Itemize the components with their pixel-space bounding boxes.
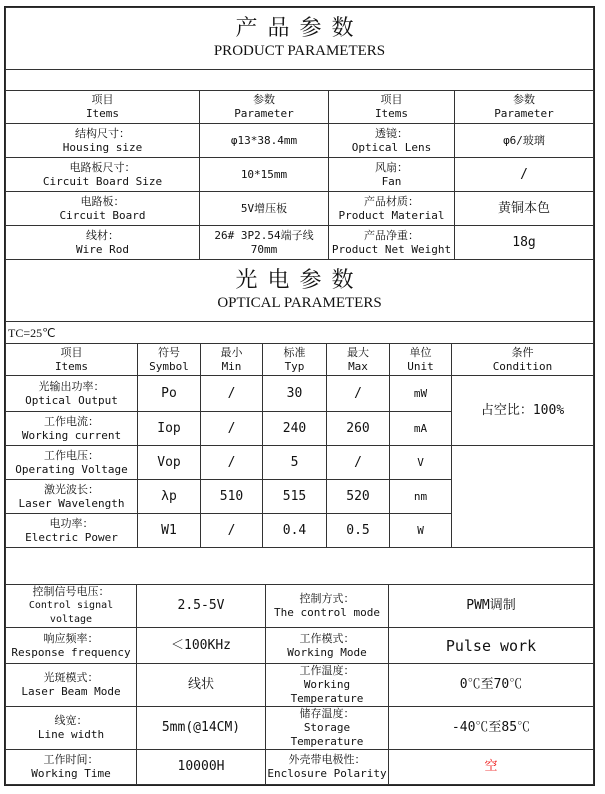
line-width-label-cn: 线宽： <box>54 714 88 727</box>
table-row <box>6 585 594 628</box>
table-row <box>6 158 594 192</box>
unit-cell: mA <box>390 412 452 446</box>
control-mode-value: PWM调制 <box>389 585 594 628</box>
material-label-en: Product Material <box>338 208 445 222</box>
items-label-en: Items <box>54 359 89 373</box>
circuit-board-value: 5V增压板 <box>200 192 329 226</box>
symbol-cell: W1 <box>138 514 201 548</box>
symbol-label-en: Symbol <box>149 359 189 373</box>
condition-empty <box>452 446 594 548</box>
line-width-label-en: Line width <box>37 728 105 741</box>
working-current-label-en: Working current <box>21 428 122 442</box>
optical-output-label-cn: 光输出功率： <box>38 379 105 393</box>
optical-lens-value: φ6/玻璃 <box>455 124 594 158</box>
unit-label-cn: 单位 <box>409 345 432 359</box>
response-frequency-label-cn: 响应频率： <box>43 631 99 645</box>
table-row <box>6 707 594 750</box>
spec-sheet <box>4 6 595 786</box>
table-row <box>6 664 594 707</box>
control-voltage-label-en: Control signal voltage <box>28 600 114 625</box>
product-parameters-table <box>5 7 594 260</box>
response-frequency-label-en: Response frequency <box>11 645 131 659</box>
blank-row <box>6 548 594 585</box>
line-width-value: 5mm(@14CM) <box>137 707 266 750</box>
optical-header-row <box>6 344 594 376</box>
product-title-en: PRODUCT PARAMETERS <box>213 43 386 59</box>
condition-label-cn: 条件 <box>511 345 534 359</box>
min-cell: / <box>201 446 263 480</box>
parameter-label-cn-2: 参数 <box>513 93 535 106</box>
items-label-cn: 项目 <box>60 345 83 359</box>
symbol-cell: Iop <box>138 412 201 446</box>
wire-length-value: 70mm <box>250 242 278 256</box>
table-row <box>6 124 594 158</box>
items-label-cn: 项目 <box>91 93 114 106</box>
net-weight-label-cn: 产品净重： <box>364 228 419 242</box>
enclosure-polarity-value: 空 <box>389 750 594 785</box>
operating-voltage-label-en: Operating Voltage <box>15 462 128 476</box>
housing-size-label-en: Housing size <box>62 140 143 154</box>
max-cell: / <box>327 446 390 480</box>
board-size-value: 10*15mm <box>200 158 329 192</box>
typ-cell: 0.4 <box>263 514 327 548</box>
wavelength-label-cn: 激光波长： <box>44 482 99 496</box>
electric-power-label-en: Electric Power <box>25 530 118 544</box>
optical-parameters-table <box>5 259 594 585</box>
response-frequency-value: ＜100KHz <box>137 628 266 664</box>
control-voltage-label-cn: 控制信号电压： <box>32 585 110 598</box>
product-header-row <box>6 91 594 124</box>
fan-label-cn: 风扇： <box>375 160 408 174</box>
items-label-en: Items <box>85 107 120 120</box>
electric-power-label-cn: 电功率： <box>49 516 94 530</box>
control-voltage-value: 2.5-5V <box>137 585 266 628</box>
beam-mode-value: 线状 <box>137 664 266 707</box>
min-cell: / <box>201 376 263 412</box>
min-cell: 510 <box>201 480 263 514</box>
parameter-label-en-2: Parameter <box>494 107 554 120</box>
items-label-cn-2: 项目 <box>380 93 403 106</box>
min-label-en: Min <box>221 359 242 373</box>
wire-label-en: Wire Rod <box>76 242 129 256</box>
control-mode-label-en: The control mode <box>274 606 380 619</box>
working-temperature-label-cn: 工作温度： <box>299 664 355 677</box>
max-label-en: Max <box>348 359 368 373</box>
table-row <box>6 750 594 785</box>
net-weight-value: 18g <box>455 226 594 260</box>
typ-label-en: Typ <box>284 359 305 373</box>
table-row <box>6 446 594 480</box>
unit-cell: nm <box>390 480 452 514</box>
min-cell: / <box>201 514 263 548</box>
symbol-cell: λp <box>138 480 201 514</box>
optical-lens-label-en: Optical Lens <box>351 140 432 154</box>
working-mode-label-en: Working Mode <box>287 645 367 659</box>
wire-value: 26# 3P2.54端子线 <box>214 228 314 242</box>
max-cell: 0.5 <box>327 514 390 548</box>
max-cell: 520 <box>327 480 390 514</box>
optical-title-cell <box>6 260 594 322</box>
table-row <box>6 628 594 664</box>
optical-lens-label-cn: 透镜： <box>375 126 408 140</box>
beam-mode-label-cn: 光斑模式： <box>43 671 99 684</box>
typ-label-cn: 标准 <box>283 345 306 359</box>
typ-cell: 30 <box>263 376 327 412</box>
optical-output-label-en: Optical Output <box>25 393 118 407</box>
storage-temperature-label-cn: 储存温度： <box>299 707 355 720</box>
material-value: 黄铜本色 <box>455 192 594 226</box>
storage-temperature-value: -40℃至85℃ <box>389 707 594 750</box>
min-label-cn: 最小 <box>220 345 243 359</box>
storage-temperature-label-en: Storage Temperature <box>290 721 364 748</box>
unit-cell: W <box>390 514 452 548</box>
items-label-en-2: Items <box>374 107 409 120</box>
working-time-label-en: Working Time <box>31 767 111 780</box>
fan-label-en: Fan <box>381 174 402 188</box>
table-row <box>6 376 594 412</box>
table-row <box>6 226 594 260</box>
net-weight-label-en: Product Net Weight <box>331 242 452 256</box>
beam-mode-label-en: Laser Beam Mode <box>21 685 121 698</box>
working-current-label-cn: 工作电流： <box>44 414 99 428</box>
unit-cell: V <box>390 446 452 480</box>
control-mode-label-cn: 控制方式： <box>299 592 355 605</box>
condition-value: 占空比：100% <box>452 376 594 446</box>
enclosure-polarity-label-cn: 外壳带电极性： <box>288 753 366 766</box>
symbol-cell: Po <box>138 376 201 412</box>
fan-value: / <box>455 158 594 192</box>
material-label-cn: 产品材质： <box>364 194 419 208</box>
operating-voltage-label-cn: 工作电压： <box>44 448 99 462</box>
parameter-label-cn: 参数 <box>253 93 275 106</box>
product-title-cell <box>6 8 594 70</box>
parameter-label-en: Parameter <box>234 107 294 120</box>
wire-label-cn: 线材： <box>86 228 119 242</box>
test-condition: TC=25℃ <box>6 322 594 344</box>
product-title-cn: 产品参数 <box>235 16 364 41</box>
max-cell: / <box>327 376 390 412</box>
max-label-cn: 最大 <box>347 345 369 359</box>
symbol-label-cn: 符号 <box>158 345 180 359</box>
min-cell: / <box>201 412 263 446</box>
housing-size-label-cn: 结构尺寸： <box>75 126 130 140</box>
circuit-board-label-cn: 电路板： <box>80 194 125 208</box>
max-cell: 260 <box>327 412 390 446</box>
symbol-cell: Vop <box>138 446 201 480</box>
working-time-label-cn: 工作时间： <box>43 753 99 766</box>
working-temperature-label-en: Working Temperature <box>290 678 364 705</box>
board-size-label-en: Circuit Board Size <box>42 174 163 188</box>
typ-cell: 5 <box>263 446 327 480</box>
working-mode-value: Pulse work <box>389 628 594 664</box>
typ-cell: 515 <box>263 480 327 514</box>
working-time-value: 10000H <box>137 750 266 785</box>
board-size-label-cn: 电路板尺寸： <box>69 160 136 174</box>
optical-title-en: OPTICAL PARAMETERS <box>217 295 382 311</box>
unit-label-en: Unit <box>407 359 434 373</box>
condition-label-en: Condition <box>492 359 553 373</box>
enclosure-polarity-label-en: Enclosure Polarity <box>267 767 387 780</box>
circuit-board-label-en: Circuit Board <box>59 208 146 222</box>
unit-cell: mW <box>390 376 452 412</box>
table-row <box>6 192 594 226</box>
typ-cell: 240 <box>263 412 327 446</box>
optical-title-cn: 光电参数 <box>235 268 364 293</box>
housing-size-value: φ13*38.4mm <box>200 124 329 158</box>
working-mode-label-cn: 工作模式： <box>299 631 355 645</box>
working-temperature-value: 0℃至70℃ <box>389 664 594 707</box>
blank-row <box>6 70 594 91</box>
control-parameters-table <box>5 584 594 785</box>
wavelength-label-en: Laser Wavelength <box>18 496 125 510</box>
